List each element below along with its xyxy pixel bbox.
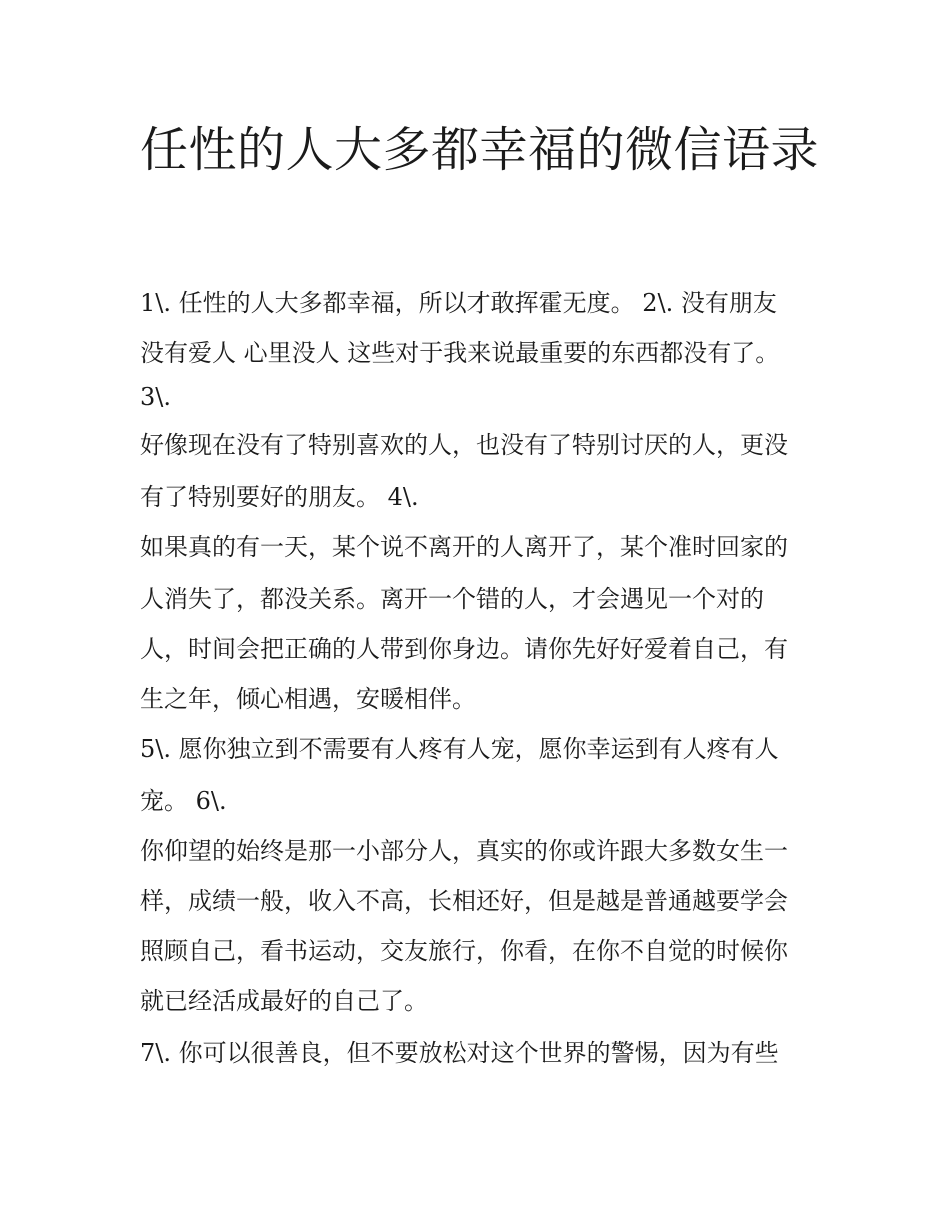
- text-line: 生之年，倾心相遇，安暖相伴。: [140, 685, 476, 713]
- text-line: 人，时间会把正确的人带到你身边。请你先好好爱着自己，有: [140, 635, 788, 663]
- text-line: 人消失了，都没关系。离开一个错的人，才会遇见一个对的: [140, 585, 764, 613]
- text-line: 样，成绩一般，收入不高，长相还好，但是越是普通越要学会: [140, 887, 788, 915]
- text-line: 没有爱人 心里没人 这些对于我来说最重要的东西都没有了。: [140, 339, 780, 367]
- text-line: 就已经活成最好的自己了。: [140, 987, 428, 1015]
- text-line: 3\.: [140, 383, 171, 411]
- text-line: 好像现在没有了特别喜欢的人，也没有了特别讨厌的人，更没: [140, 431, 788, 459]
- text-line: 有了特别要好的朋友。 4\.: [140, 483, 419, 511]
- document-title: 任性的人大多都幸福的微信语录: [140, 122, 820, 178]
- text-line: 7\. 你可以很善良，但不要放松对这个世界的警惕，因为有些: [140, 1039, 779, 1067]
- text-line: 5\. 愿你独立到不需要有人疼有人宠，愿你幸运到有人疼有人: [140, 735, 779, 763]
- text-line: 你仰望的始终是那一小部分人，真实的你或许跟大多数女生一: [140, 837, 788, 865]
- text-line: 照顾自己，看书运动，交友旅行，你看，在你不自觉的时候你: [140, 937, 788, 965]
- text-line: 宠。 6\.: [140, 787, 227, 815]
- text-line: 1\. 任性的人大多都幸福，所以才敢挥霍无度。 2\. 没有朋友: [140, 289, 777, 317]
- text-line: 如果真的有一天，某个说不离开的人离开了，某个准时回家的: [140, 533, 788, 561]
